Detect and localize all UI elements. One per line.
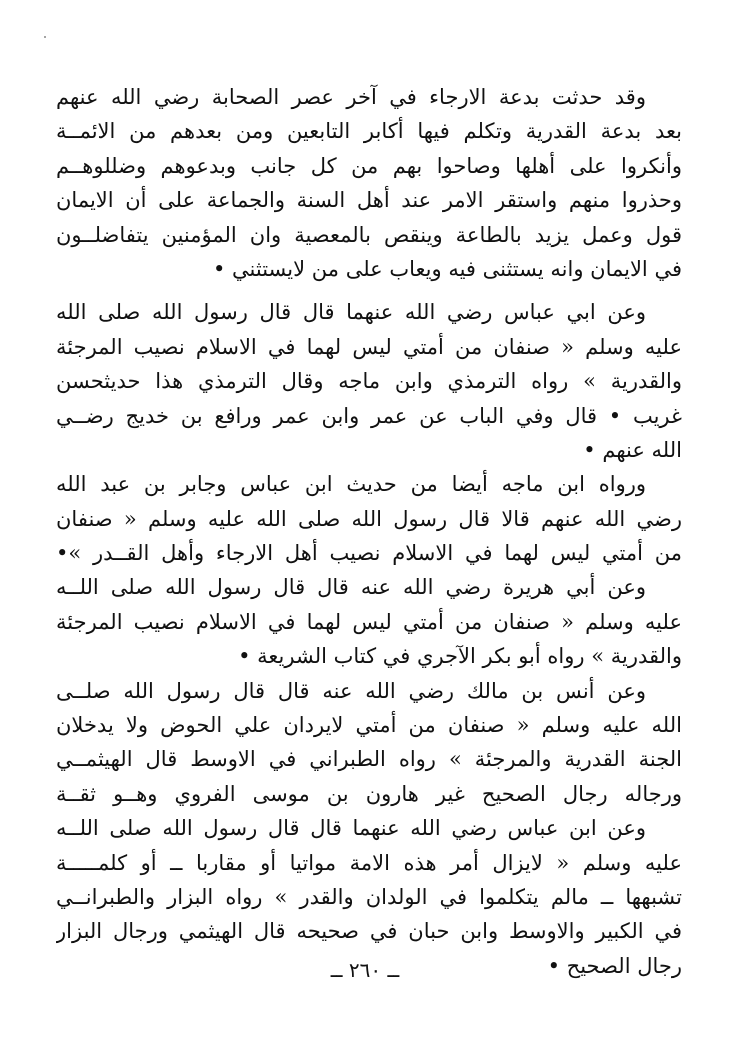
- paragraph-3: [56, 467, 682, 570]
- scan-speck: [44, 36, 46, 38]
- text-line: وعن أنس بن مالك رضي الله عنه قال قال رسول الله صلــى: [56, 678, 646, 703]
- text-line: وعن ابي عباس رضي الله عنهما قال قال رسول الله صلى الله: [56, 300, 646, 325]
- page-body: [56, 80, 682, 980]
- text-line: من أمتي ليس لهما في الاسلام نصيب أهل الارجاء وأهل القــدر »•: [56, 541, 682, 566]
- text-line: والقدرية » رواه أبو بكر الآجري في كتاب الشريعة •: [238, 644, 682, 669]
- text-line: تشبهها ــ مالم يتكلموا في الولدان والقدر » رواه البزار والطبرانــي: [56, 884, 682, 909]
- text-line: وحذروا منهم واستقر الامر عند أهل السنة والجماعة على أن الايمان: [56, 188, 682, 213]
- text-line: وعن أبي هريرة رضي الله عنه قال قال رسول الله صلى اللــه: [56, 575, 646, 600]
- text-line: عليه وسلم « صنفان من أمتي ليس لهما في الاسلام نصيب المرجئة: [56, 609, 682, 634]
- text-line: وقد حدثت بدعة الارجاء في آخر عصر الصحابة رضي الله عنهم: [56, 85, 646, 109]
- text-line: الله عليه وسلم « صنفان من أمتي لايردان علي الحوض ولا يدخلان: [56, 713, 682, 738]
- text-line: غريب • قال وفي الباب عن عمر وابن عمر ورافع بن خديج رضــي: [56, 403, 682, 428]
- text-line: الجنة القدرية والمرجئة » رواه الطبراني في الاوسط قال الهيثمــي: [56, 747, 682, 772]
- text-line: ورجاله رجال الصحيح غير هارون بن موسى الفروي وهــو ثقــة: [56, 781, 682, 806]
- page-number: ــ ٢٦٠ ــ: [330, 958, 400, 982]
- paragraph-gap: [56, 286, 682, 295]
- text-line: قول وعمل يزيد بالطاعة وينقص بالمعصية وان المؤمنين يتفاضلــون: [56, 222, 682, 247]
- text-line: في الكبير والاوسط وابن حبان في صحيحه قال الهيثمي ورجال البزار: [56, 919, 682, 944]
- text-line: بعد بدعة القدرية وتكلم فيها أكابر التابعين ومن بعدهم من الائمــة: [56, 119, 682, 144]
- text-line: عليه وسلم « صنفان من أمتي ليس لهما في الاسلام نصيب المرجئة: [56, 334, 682, 359]
- text-line: في الايمان وانه يستثنى فيه ويعاب على من لايستثني •: [212, 256, 682, 281]
- text-line: رضي الله عنهم قالا قال رسول الله صلى الله عليه وسلم « صنفان: [56, 506, 682, 531]
- paragraph-5: [56, 674, 682, 812]
- text-line: وعن ابن عباس رضي الله عنهما قال قال رسول الله صلى اللــه: [56, 816, 646, 841]
- text-line: الله عنهم •: [583, 437, 682, 462]
- paragraph-4: [56, 570, 682, 673]
- text-line: وأنكروا على أهلها وصاحوا بهم من كل جانب وبدعوهم وضللوهــم: [56, 153, 682, 178]
- paragraph-2: [56, 295, 682, 467]
- text-line: والقدرية » رواه الترمذي وابن ماجه وقال الترمذي هذا حديثحسن: [56, 369, 682, 394]
- text-line: عليه وسلم « لايزال أمر هذه الامة مواتيا أو مقاربا ــ أو كلمـــــة: [56, 850, 682, 875]
- text-line: ورواه ابن ماجه أيضا من حديث ابن عباس وجابر بن عبد الله: [56, 472, 646, 497]
- text-line: رجال الصحيح •: [547, 953, 682, 978]
- paragraph-1: [56, 80, 682, 286]
